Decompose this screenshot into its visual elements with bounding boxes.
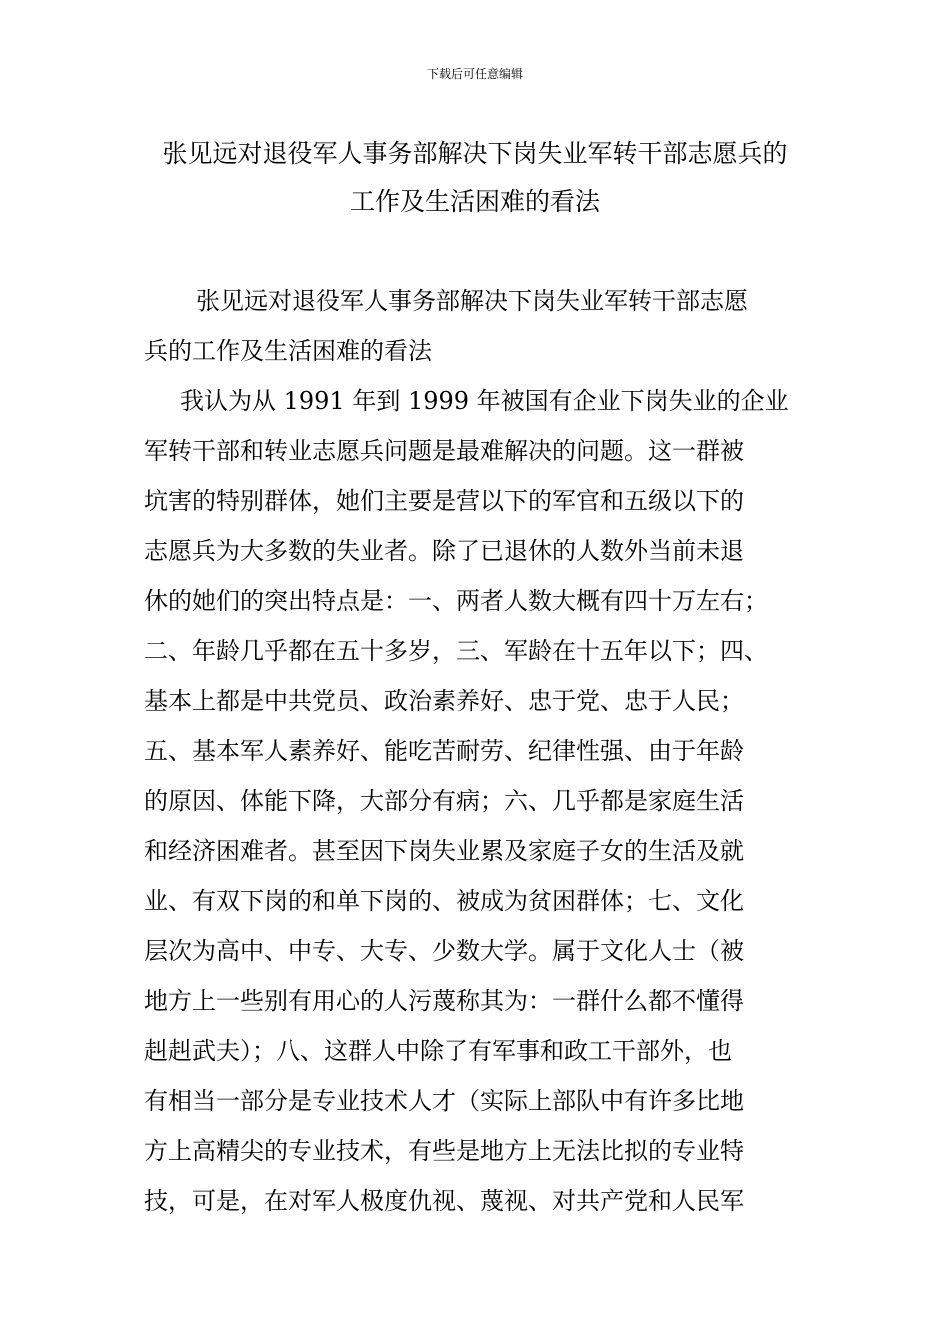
paragraph-line: 层次为高中、中专、大专、少数大学。属于文化人士（被 bbox=[144, 937, 744, 965]
document-title bbox=[110, 130, 840, 226]
paragraph-line: 基本上都是中共党员、政治素养好、忠于党、忠于人民； bbox=[144, 687, 744, 715]
paragraph-line: 有相当一部分是专业技术人才（实际上部队中有许多比地 bbox=[144, 1087, 744, 1115]
paragraph-line: 方上高精尖的专业技术，有些是地方上无法比拟的专业特 bbox=[144, 1137, 744, 1165]
paragraph-line: 赳赳武夫）；八、这群人中除了有军事和政工干部外，也 bbox=[144, 1037, 732, 1065]
paragraph-line: 业、有双下岗的和单下岗的、被成为贫困群体；七、文化 bbox=[144, 887, 744, 915]
paragraph-line: 我认为从 1991 年到 1999 年被国有企业下岗失业的企业 bbox=[180, 387, 789, 415]
paragraph-line: 技，可是，在对军人极度仇视、蔑视、对共产党和人民军 bbox=[144, 1187, 744, 1215]
paragraph-line: 的原因、体能下降，大部分有病；六、几乎都是家庭生活 bbox=[144, 787, 744, 815]
title-line-2: 工作及生活困难的看法 bbox=[349, 187, 600, 216]
paragraph-heading-line: 兵的工作及生活困难的看法 bbox=[144, 337, 432, 365]
title-line-1: 张见远对退役军人事务部解决下岗失业军转干部志愿兵的 bbox=[162, 139, 788, 168]
paragraph-line: 二、年龄几乎都在五十多岁，三、军龄在十五年以下；四、 bbox=[144, 637, 768, 665]
paragraph-line: 地方上一些别有用心的人污蔑称其为：一群什么都不懂得 bbox=[144, 987, 744, 1015]
paragraph-line: 休的她们的突出特点是：一、两者人数大概有四十万左右； bbox=[144, 587, 768, 615]
header-note: 下载后可任意编辑 bbox=[426, 67, 523, 81]
paragraph-line: 坑害的特别群体，她们主要是营以下的军官和五级以下的 bbox=[144, 487, 744, 515]
body-text bbox=[144, 276, 824, 1226]
paragraph-line: 和经济困难者。甚至因下岗失业累及家庭子女的生活及就 bbox=[144, 837, 744, 865]
paragraph-line: 军转干部和转业志愿兵问题是最难解决的问题。这一群被 bbox=[144, 437, 744, 465]
paragraph-heading-line: 张见远对退役军人事务部解决下岗失业军转干部志愿 bbox=[196, 287, 748, 315]
paragraph-line: 志愿兵为大多数的失业者。除了已退休的人数外当前未退 bbox=[144, 537, 744, 565]
paragraph-line: 五、基本军人素养好、能吃苦耐劳、纪律性强、由于年龄 bbox=[144, 737, 744, 765]
